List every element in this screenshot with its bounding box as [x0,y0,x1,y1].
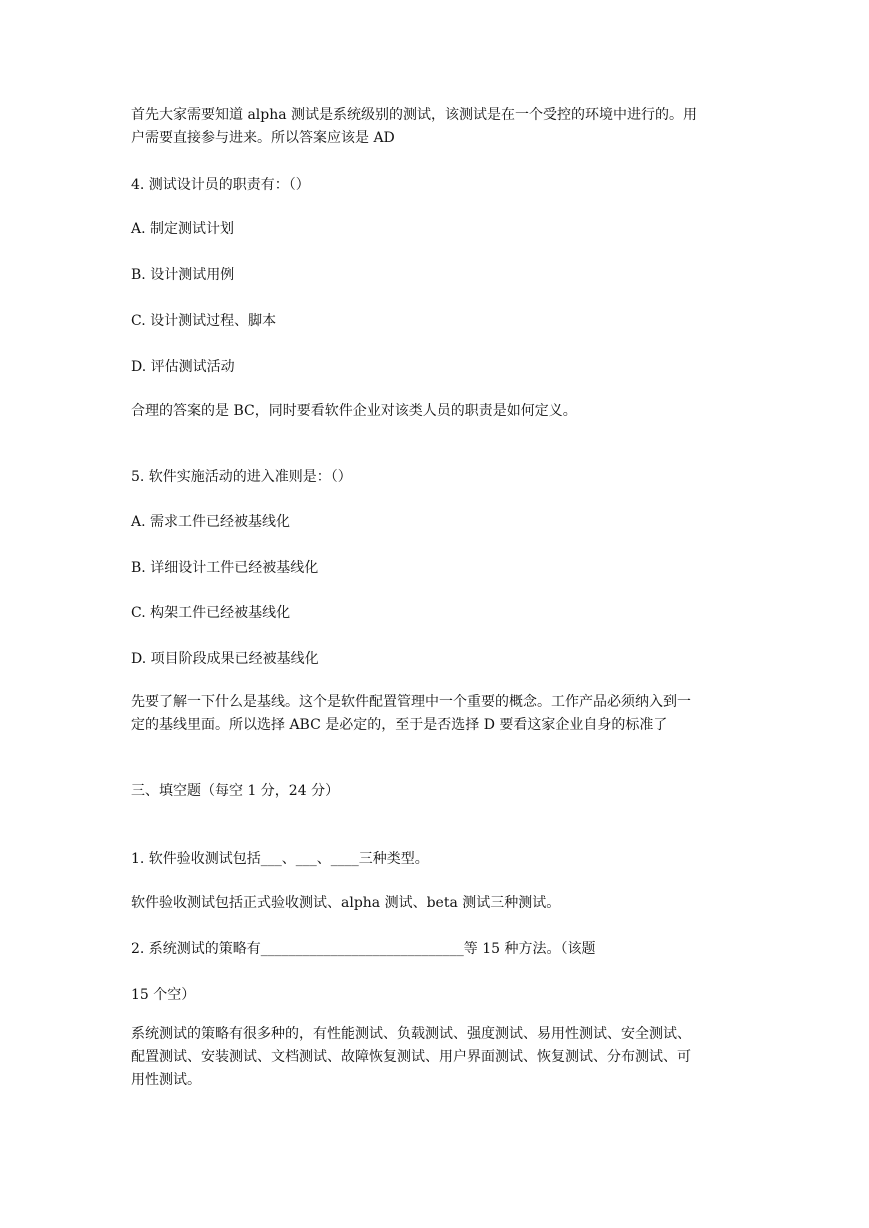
q4-option-c: C. 设计测试过程、脚本 [131,313,277,329]
fill-question-2-line1: 2. 系统测试的策略有_____________________________等 15 种方法。（该题 [131,941,596,957]
paragraph-line: 配置测试、安装测试、文档测试、故障恢复测试、用户界面测试、恢复测试、分布测试、可 [131,1049,691,1065]
q5-option-b: B. 详细设计工件已经被基线化 [131,560,319,576]
fill-question-1: 1. 软件验收测试包括___、___、____三种类型。 [131,851,429,867]
paragraph-line: 定的基线里面。所以选择 ABC 是必定的，至于是否选择 D 要看这家企业自身的标准了 [131,717,668,733]
q5-option-d: D. 项目阶段成果已经被基线化 [131,651,319,667]
question-5: 5. 软件实施活动的进入准则是：（） [131,469,352,485]
q5-option-c: C. 构架工件已经被基线化 [131,605,291,621]
fill-answer-2 [131,1023,746,1092]
q4-option-a: A. 制定测试计划 [131,221,235,237]
q4-option-d: D. 评估测试活动 [131,359,235,375]
question-4: 4. 测试设计员的职责有：（） [131,177,310,193]
q5-option-a: A. 需求工件已经被基线化 [131,514,291,530]
paragraph-line: 户需要直接参与进来。所以答案应该是 AD [131,130,395,146]
q4-option-b: B. 设计测试用例 [131,267,235,283]
q5-explanation [131,691,746,737]
fill-question-2-line2: 15 个空） [131,987,196,1003]
paragraph-line: 用性测试。 [131,1072,201,1088]
paragraph-line: 系统测试的策略有很多种的，有性能测试、负载测试、强度测试、易用性测试、安全测试、 [131,1026,691,1042]
paragraph-alpha-intro [131,104,746,150]
paragraph-line: 先要了解一下什么是基线。这个是软件配置管理中一个重要的概念。工作产品必须纳入到一 [131,694,691,710]
paragraph-line: 首先大家需要知道 alpha 测试是系统级别的测试，该测试是在一个受控的环境中进行的。用 [131,107,698,123]
q4-explanation: 合理的答案的是 BC，同时要看软件企业对该类人员的职责是如何定义。 [131,403,577,419]
fill-answer-1: 软件验收测试包括正式验收测试、alpha 测试、beta 测试三种测试。 [131,895,561,911]
section-3-heading: 三、填空题（每空 1 分，24 分） [131,783,340,799]
